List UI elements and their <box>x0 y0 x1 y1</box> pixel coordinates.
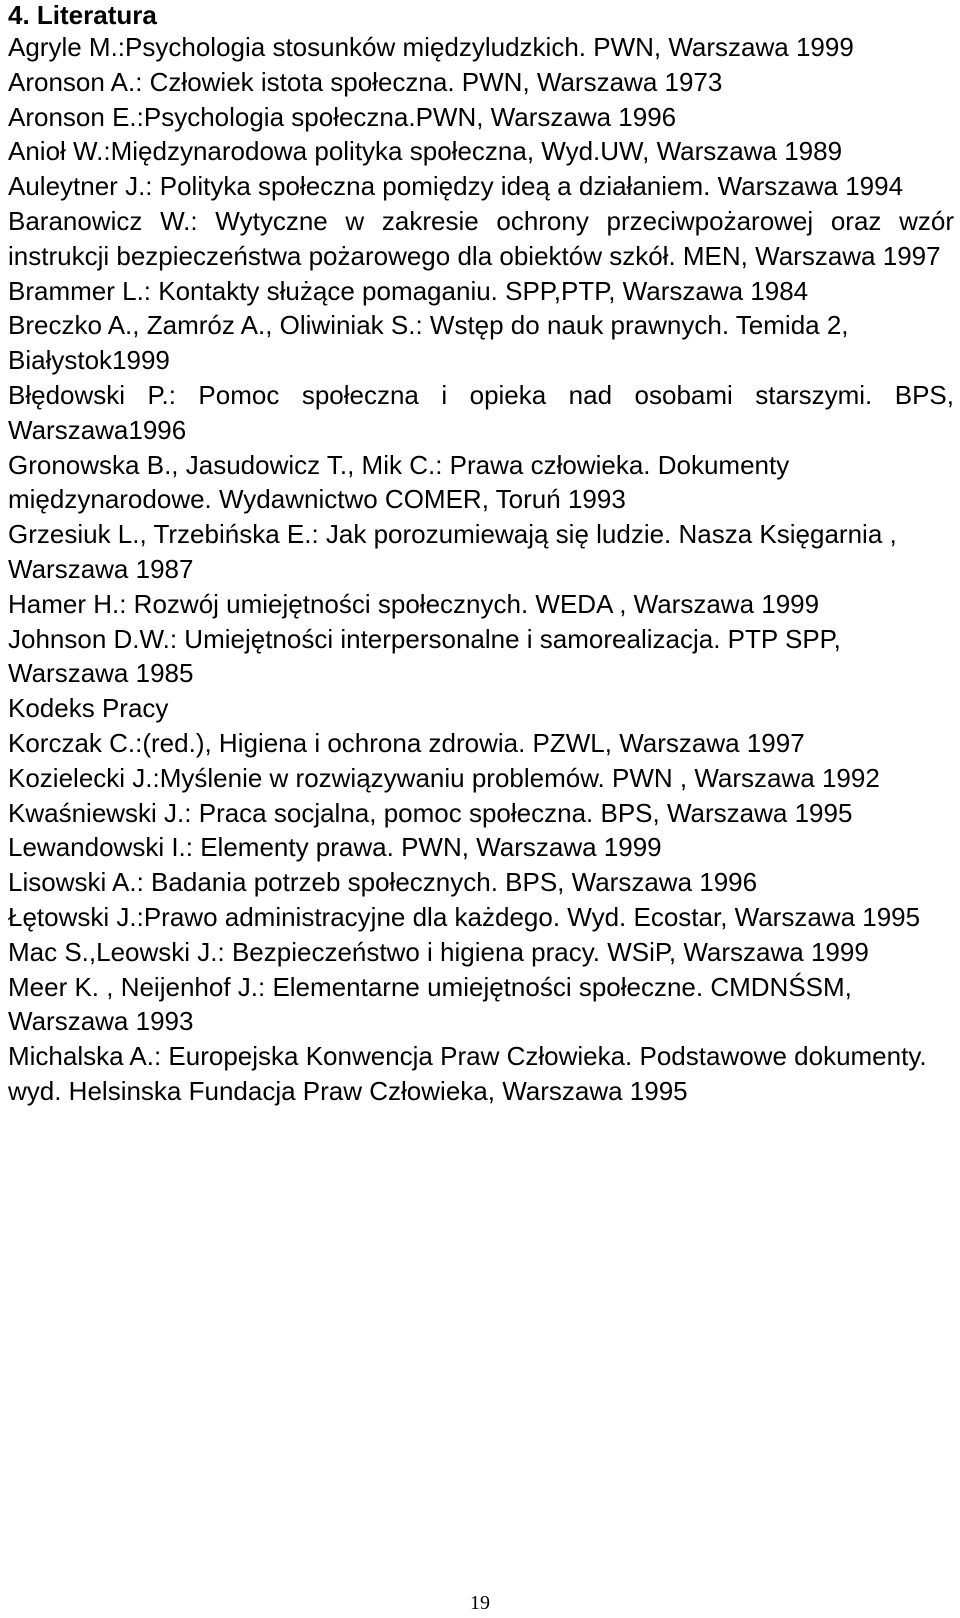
bibliography-entry: Auleytner J.: Polityka społeczna pomiędzy ideą a działaniem. Warszawa 1994 <box>8 171 904 202</box>
bibliography-list <box>8 30 954 1109</box>
bibliography-entry: Johnson D.W.: Umiejętności interpersonalne i samorealizacja. PTP SPP, Warszawa 1985 <box>8 623 841 689</box>
section-heading: 4. Literatura <box>8 0 157 30</box>
bibliography-entry: Aronson A.: Człowiek istota społeczna. PWN, Warszawa 1973 <box>8 66 723 97</box>
bibliography-entry: Brammer L.: Kontakty służące pomaganiu. SPP,PTP, Warszawa 1984 <box>8 275 809 306</box>
bibliography-entry: Anioł W.:Międzynarodowa polityka społeczna, Wyd.UW, Warszawa 1989 <box>8 136 843 167</box>
bibliography-entry: Aronson E.:Psychologia społeczna.PWN, Warszawa 1996 <box>8 101 677 132</box>
bibliography-entry: Mac S.,Leowski J.: Bezpieczeństwo i higiena pracy. WSiP, Warszawa 1999 <box>8 936 869 967</box>
bibliography-entry: Kwaśniewski J.: Praca socjalna, pomoc społeczna. BPS, Warszawa 1995 <box>8 797 853 828</box>
bibliography-entry: Błędowski P.: Pomoc społeczna i opieka nad osobami starszymi. BPS, Warszawa1996 <box>8 379 954 445</box>
bibliography-entry: Michalska A.: Europejska Konwencja Praw Człowieka. Podstawowe dokumenty. wyd. Helsinska Fundacja Praw Człowieka, Warszawa 1995 <box>8 1041 927 1106</box>
bibliography-entry: Meer K. , Neijenhof J.: Elementarne umiejętności społeczne. CMDNŚSM, Warszawa 1993 <box>8 971 852 1037</box>
bibliography-entry: Hamer H.: Rozwój umiejętności społecznych. WEDA , Warszawa 1999 <box>8 588 820 619</box>
bibliography-entry: Korczak C.:(red.), Higiena i ochrona zdrowia. PZWL, Warszawa 1997 <box>8 727 805 758</box>
document-page <box>8 0 954 1109</box>
bibliography-entry: Kozielecki J.:Myślenie w rozwiązywaniu problemów. PWN , Warszawa 1992 <box>8 762 880 793</box>
bibliography-entry: Baranowicz W.: Wytyczne w zakresie ochrony przeciwpożarowej oraz wzór instrukcji bezpieczeństwa pożarowego dla obiektów szkół. MEN, Warszawa 1997 <box>8 205 954 271</box>
bibliography-entry: Grzesiuk L., Trzebińska E.: Jak porozumiewają się ludzie. Nasza Księgarnia , Warszawa 1987 <box>8 519 897 584</box>
bibliography-entry: Łętowski J.:Prawo administracyjne dla każdego. Wyd. Ecostar, Warszawa 1995 <box>8 901 921 932</box>
bibliography-entry: Agryle M.:Psychologia stosunków międzyludzkich. PWN, Warszawa 1999 <box>8 32 854 62</box>
bibliography-entry: Breczko A., Zamróz A., Oliwiniak S.: Wstęp do nauk prawnych. Temida 2, Białystok1999 <box>8 310 849 376</box>
bibliography-entry: Lisowski A.: Badania potrzeb społecznych. BPS, Warszawa 1996 <box>8 867 758 898</box>
bibliography-entry: Gronowska B., Jasudowicz T., Mik C.: Prawa człowieka. Dokumenty międzynarodowe. Wydawnictwo COMER, Toruń 1993 <box>8 449 790 515</box>
bibliography-entry: Kodeks Pracy <box>8 693 169 724</box>
bibliography-entry: Lewandowski I.: Elementy prawa. PWN, Warszawa 1999 <box>8 832 662 863</box>
page-number: 19 <box>470 1592 490 1614</box>
